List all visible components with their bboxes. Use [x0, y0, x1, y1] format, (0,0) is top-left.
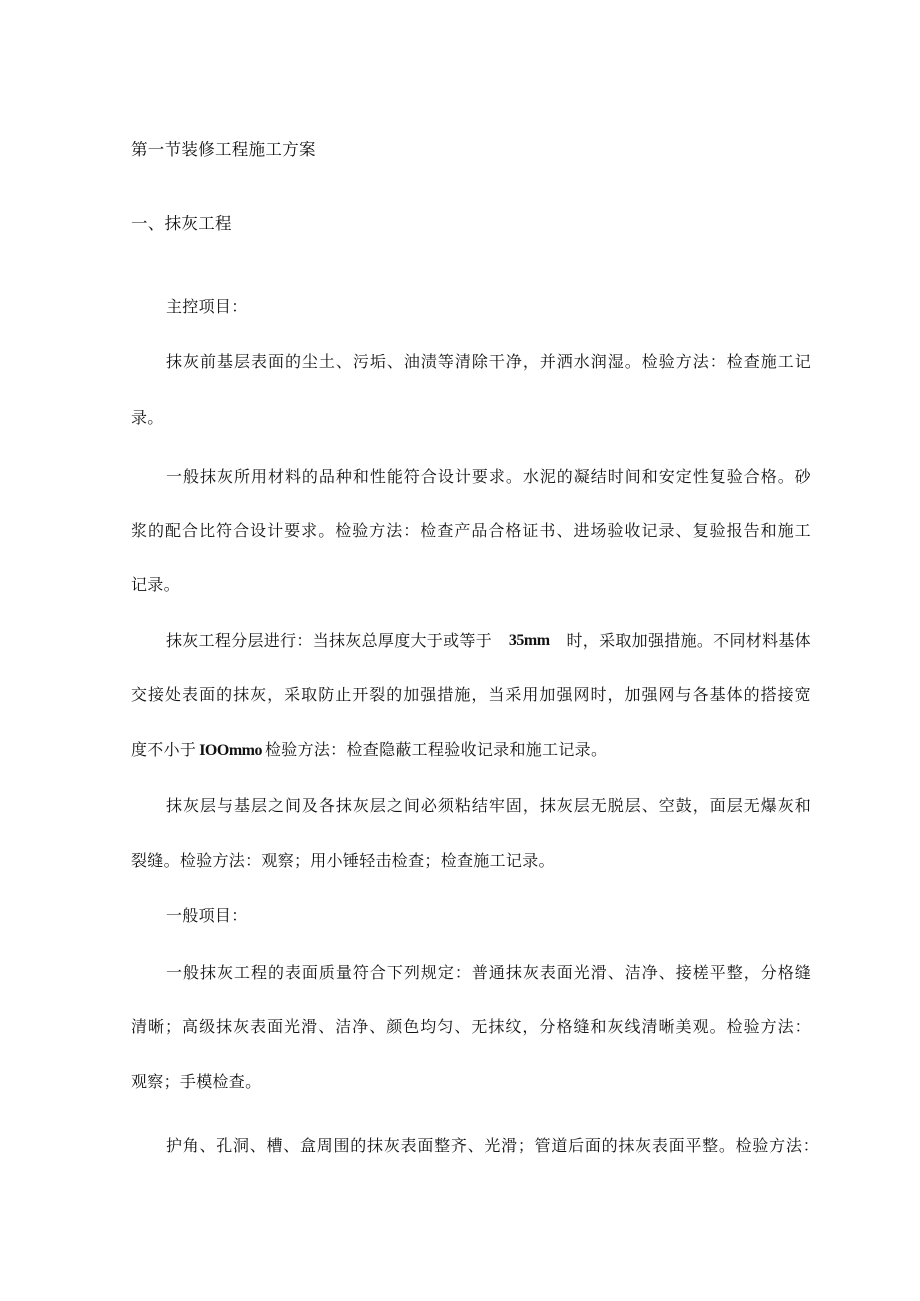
subsection-title: 一、抹灰工程	[131, 214, 232, 233]
paragraph-5-line-2: 清晰；高级抹灰表面光滑、洁净、颜色均匀、无抹纹，分格缝和灰线清晰美观。检验方法：	[131, 1017, 811, 1036]
paragraph-3-line-1-part-c: 时，采取加强措施。不同材料基体	[566, 631, 811, 650]
paragraph-3-line-1	[166, 631, 811, 651]
paragraph-3-line-3-part-a: 度不小于	[131, 740, 197, 759]
paragraph-3-line-3	[131, 740, 607, 761]
paragraph-2-line-1: 一般抹灰所用材料的品种和性能符合设计要求。水泥的凝结时间和安定性复验合格。砂	[166, 467, 811, 486]
general-items-label: 一般项目：	[166, 906, 248, 925]
section-title: 第一节装修工程施工方案	[131, 140, 316, 159]
paragraph-3-line-3-part-c: 检验方法：检查隐蔽工程验收记录和施工记录。	[264, 740, 608, 759]
paragraph-3-thickness-value: 35mm	[508, 632, 550, 649]
main-items-label: 主控项目：	[166, 297, 248, 316]
paragraph-3-width-value: IOOmmo	[199, 742, 262, 759]
paragraph-1-line-1: 抹灰前基层表面的尘土、污垢、油渍等清除干净，并洒水润湿。检验方法：检查施工记	[166, 352, 811, 371]
paragraph-6-line-1: 护角、孔洞、槽、盒周围的抹灰表面整齐、光滑；管道后面的抹灰表面平整。检验方法：	[166, 1136, 819, 1155]
paragraph-3-line-1-part-a: 抹灰工程分层进行：当抹灰总厚度大于或等于	[166, 631, 493, 650]
paragraph-3-line-2: 交接处表面的抹灰，采取防止开裂的加强措施，当采用加强网时，加强网与各基体的搭接宽	[131, 685, 811, 704]
paragraph-4-line-2: 裂缝。检验方法：观察；用小锤轻击检查；检查施工记录。	[131, 851, 555, 870]
paragraph-5-line-1: 一般抹灰工程的表面质量符合下列规定：普通抹灰表面光滑、洁净、接槎平整，分格缝	[166, 963, 811, 982]
paragraph-2-line-3: 记录。	[131, 575, 180, 594]
paragraph-5-line-3: 观察；手模检查。	[131, 1072, 262, 1091]
paragraph-4-line-1: 抹灰层与基层之间及各抹灰层之间必须粘结牢固，抹灰层无脱层、空鼓，面层无爆灰和	[166, 796, 811, 815]
paragraph-1-line-2: 录。	[131, 408, 164, 427]
paragraph-2-line-2: 浆的配合比符合设计要求。检验方法：检查产品合格证书、进场验收记录、复验报告和施工	[131, 521, 811, 540]
